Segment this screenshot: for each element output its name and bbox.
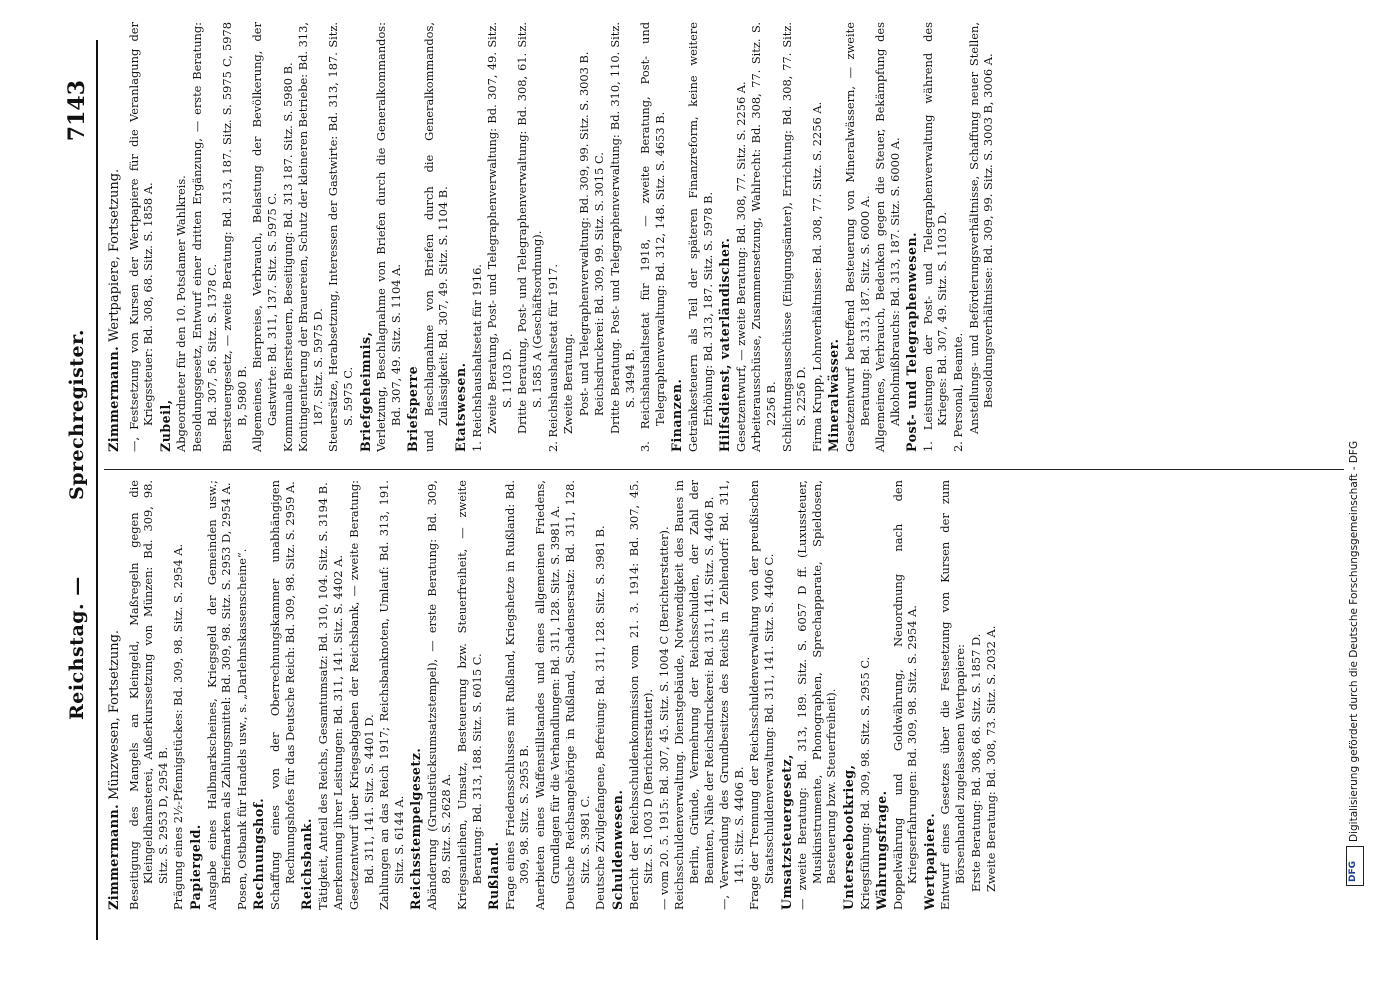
index-entry: Besoldungsgesetz, Entwurf einer dritten Ergänzung, — erste Beratung: Bd. 307, 56. Sitz. S. 1378 C.: [189, 22, 219, 452]
entry-list: [127, 22, 996, 452]
index-entry: Frage eines Friedensschlusses mit Rußland, Kriegshetze in Rußland: Bd. 309, 98. Sitz. S. 2955 B.: [502, 480, 532, 910]
entry-list: [127, 480, 999, 910]
index-topic: Hilfsdienst, vaterländischer.: [717, 237, 733, 452]
index-entry: Biersteuergesetz, — zweite Beratung: Bd. 313, 187. Sitz. S. 5975 C, 5978 B, 5980 B.: [220, 22, 249, 452]
index-entry: Kriegsführung: Bd. 309, 98. Sitz. S. 2955 C.: [857, 656, 872, 910]
index-entry: Steuersätze, Herabsetzung, Interessen der Gastwirte: Bd. 313, 187. Sitz. S. 5975 C.: [326, 22, 355, 452]
index-entry: — zweite Beratung: Bd. 313, 189. Sitz. S. 6057 D ff. (Luxussteuer, Musikinstrumente, Phonographen, Sprechapparate, Spieldosen, Besteuerung bzw. Steuerfreiheit).: [795, 480, 839, 910]
index-entry: Abgeordneter für den 10. Potsdamer Wahlkreis.: [174, 175, 189, 452]
left-column: [108, 480, 1000, 910]
index-entry: Kommunale Biersteuern, Beseitigung: Bd. 313 187. Sitz. S. 5980 B.: [280, 62, 295, 452]
index-topic: Finanzen.: [669, 378, 685, 452]
index-entry: Gesetzentwurf über Kriegsabgaben der Reichsbank, — zweite Beratung: Bd. 311, 141. Sitz. S. 4401 D.: [346, 480, 376, 910]
header-reichstag: Reichstag. —: [66, 576, 88, 720]
index-entry: 1. Reichshaushaltsetat für 1916.: [469, 263, 484, 452]
index-entry: Anstellungs- und Beförderungsverhältnisse, Schaffung neuer Stellen, Besoldungsverhältnisse: Bd. 309, 99. Sitz. S. 3003 B, 3006 A.: [966, 22, 996, 434]
index-entry: Entwurf eines Gesetzes über die Festsetzung von Kursen der zum Börsenhandel zugelassenen Wertpapiere:: [938, 480, 968, 910]
digitization-text: Digitalisierung gefördert durch die Deutsche Forschungsgemeinschaft - DFG: [1348, 440, 1360, 842]
index-entry: — vom 20. 5. 1915: Bd. 307, 45. Sitz. S. 1004 C (Berichterstatter).: [656, 526, 671, 910]
index-topic: Etatswesen.: [453, 362, 469, 452]
column-heading: [108, 22, 123, 452]
index-entry: und Beschlagnahme von Briefen durch die Generalkommandos, Zulässigkeit: Bd. 307, 49. Sitz. S. 1104 B.: [421, 22, 451, 452]
index-topic: Post- und Telegraphenwesen.: [904, 231, 920, 452]
right-column: [108, 22, 997, 452]
index-entry: Allgemeines, Bierpreise, Verbrauch, Belastung der Bevölkerung, der Gastwirte: Bd. 311, 137. Sitz. S. 5975 C.: [250, 22, 279, 452]
index-topic: Unterseebootkrieg,: [840, 764, 856, 910]
index-entry: 1. Leistungen der Post- und Telegraphenverwaltung während des Krieges: Bd. 307, 49. Sitz. S. 1103 D.: [920, 22, 950, 452]
index-entry: Abänderung (Grundstücksumsatzstempel), — erste Beratung: Bd. 309, 89. Sitz. S. 2628 A.: [424, 480, 454, 910]
index-topic: Briefgeheimnis,: [357, 331, 373, 452]
speaker-name: Zimmermann.: [107, 346, 122, 452]
digitization-note: [1348, 12, 1362, 842]
index-topic: Mineralwässer.: [826, 338, 842, 452]
speaker-name: Zimmermann.: [107, 804, 122, 910]
topic-continuation: Wertpapiere, Fortsetzung.: [107, 168, 122, 342]
index-topic: Reichsbank.: [299, 818, 315, 910]
column-heading: [108, 480, 123, 910]
column-divider: [104, 469, 1344, 470]
index-entry: Kontingentierung der Brauereien, Schutz der kleineren Betriebe: Bd. 313, 187. Sitz. S. 5975 D.: [296, 22, 325, 452]
page-header: [62, 40, 98, 940]
header-sprechregister: Sprechregister.: [66, 328, 88, 500]
index-entry: Zweite Beratung: Bd. 308, 73. Sitz. S. 2032 A.: [984, 625, 999, 892]
index-topic: Wertpapiere.: [921, 812, 937, 910]
index-entry: Anerbieten eines Waffenstillstandes und eines allgemeinen Friedens, Grundlagen für die Verhandlungen: Bd. 311, 128. Sitz. S. 3981 A.: [533, 480, 562, 910]
index-entry: Deutsche Reichsangehörige in Rußland, Schadensersatz: Bd. 311, 128. Sitz. S. 3981 C.: [563, 480, 592, 910]
index-entry: Gesetzentwurf, — zweite Beratung: Bd. 308, 77. Sitz. S. 2256 A.: [733, 81, 748, 452]
index-entry: Anerkennung ihrer Leistungen: Bd. 311, 141. Sitz. S. 4402 A.: [331, 555, 346, 910]
index-entry: Post- und Telegraphenverwaltung: Bd. 309, 99. Sitz. S. 3003 B.: [576, 51, 591, 416]
index-topic: Rechnungshof.: [251, 797, 267, 910]
index-entry: Deutsche Zivilgefangene, Befreiung: Bd. 311, 128. Sitz. S. 3981 B.: [593, 525, 608, 910]
index-entry: Zweite Beratung.: [561, 333, 576, 434]
index-entry: Firma Krupp, Lohnverhältnisse: Bd. 308, 77. Sitz. S. 2256 A.: [809, 101, 824, 452]
index-topic: Rußland.: [486, 841, 502, 910]
index-entry: Verletzung, Beschlagnahme von Briefen durch die Generalkommandos: Bd. 307, 49. Sitz. S. 1104 A.: [374, 22, 403, 452]
index-entry: Bericht der Reichsschuldenkommission vom 21. 3. 1914: Bd. 307, 45. Sitz. S. 1003 D (Berichterstatter).: [626, 480, 656, 910]
index-topic: Schuldenwesen.: [610, 789, 625, 910]
index-entry: Prägung eines 2½-Pfennigstückes: Bd. 309, 98. Sitz. S. 2954 A.: [171, 543, 186, 910]
page-number: 7143: [64, 80, 90, 142]
index-entry: Tätigkeit, Anteil des Reichs, Gesamtumsatz: Bd. 310, 104. Sitz. S. 3194 B.: [315, 482, 330, 910]
index-topic: Währungsfrage.: [874, 790, 890, 910]
index-entry: —, Festsetzung von Kursen der Wertpapiere für die Veranlagung der Kriegssteuer: Bd. 308, 68. Sitz. S. 1858 A.: [126, 22, 156, 452]
index-entry: Reichsschuldenverwaltung. Dienstgebäude, Notwendigkeit des Baues in Berlin, Gründe, Vermehrung der Reichsschulden, der Zahl der Beamten, Nähe der Reichsdruckerei: Bd. 311, 141. Sitz. S. 4406 B.: [672, 480, 716, 910]
index-entry: Kriegsanleihen, Umsatz, Besteuerung bzw. Steuerfreiheit, — zweite Beratung: Bd. 313, 188. Sitz. S. 6015 C.: [455, 480, 484, 910]
index-topic: Reichsstempelgesetz.: [408, 747, 424, 910]
index-topic: Briefsperre: [405, 365, 421, 452]
index-entry: Allgemeines, Verbrauch, Bedenken gegen die Steuer, Bekämpfung des Alkoholmißbrauchs: Bd. 313, 187. Sitz. S. 6000 A.: [873, 22, 902, 452]
index-entry: Frage der Trennung der Reichsschuldenverwaltung von der preußischen Staatsschuldenverwaltung: Bd. 311, 141. Sitz. S. 4406 C.: [747, 480, 776, 910]
index-entry: Schlichtungsausschüsse (Einigungsämter), Errichtung: Bd. 308, 77. Sitz. S. 2256 D.: [779, 22, 809, 452]
index-entry: Erste Beratung: Bd. 308, 68. Sitz. S. 1857 D.: [968, 633, 983, 892]
index-entry: 2. Personal, Beamte.: [951, 332, 966, 452]
index-entry: Posen, Ostbank für Handels usw., s. „Darlehnskassenscheine“.: [234, 548, 249, 910]
index-entry: Gesetzentwurf betreffend Besteuerung von Mineralwässern, — zweite Beratung: Bd. 313, 187. Sitz. S. 6000 A.: [842, 22, 872, 452]
index-entry: 2. Reichshaushaltsetat für 1917.: [545, 263, 560, 452]
index-entry: Zweite Beratung, Post- und Telegraphenverwaltung: Bd. 307, 49. Sitz. S. 1103 D.: [485, 22, 514, 434]
index-entry: Arbeiterausschüsse, Zusammensetzung, Wahlrecht: Bd. 308, 77. Sitz. S. 2256 B.: [749, 22, 778, 452]
index-entry: Dritte Beratung. Post- und Telegraphenverwaltung: Bd. 310, 110. Sitz. S. 3494 B.: [608, 22, 637, 434]
dfg-logo: [1346, 846, 1364, 886]
index-entry: Ausgabe eines Halbmarkscheines, Kriegsgeld der Gemeinden usw.; Briefmarken als Zahlungsmittel: Bd. 309, 98. Sitz. S. 2953 D, 2954 A.: [204, 480, 234, 910]
index-topic: Papiergeld.: [187, 824, 203, 910]
index-entry: Dritte Beratung, Post- und Telegraphenverwaltung: Bd. 308, 61. Sitz. S. 1585 A (Geschäftsordnung).: [515, 22, 545, 434]
index-entry: Doppelwährung und Goldwährung, Neuordnung nach den Kriegserfahrungen: Bd. 309, 98. Sitz. S. 2954 A.: [890, 480, 920, 910]
index-entry: Zahlungen an das Reich 1917; Reichsbanknoten, Umlauf: Bd. 313, 191. Sitz. S. 6144 A.: [377, 480, 406, 910]
index-entry: Beseitigung des Mangels an Kleingeld, Maßregeln gegen die Kleingeldhamsterei, Außerkurssetzung von Münzen: Bd. 309, 98. Sitz. S. 2953 D, 2954 B.: [126, 480, 170, 910]
dfg-label: DFG: [1348, 860, 1358, 882]
index-entry: Schaffung eines von der Oberrechnungskammer unabhängigen Rechnungshofes für das Deutsche Reich: Bd. 309, 98. Sitz. S. 2959 A.: [267, 480, 297, 910]
index-entry: —, Verwendung des Grundbesitzes des Reichs in Zehlendorf: Bd. 311, 141. Sitz. S. 4406 B.: [717, 480, 746, 910]
index-entry: 3. Reichshaushaltsetat für 1918, — zweite Beratung, Post- und Telegraphenverwaltung: Bd. 312, 148. Sitz. S. 4653 B.: [638, 22, 667, 452]
index-topic: Umsatzsteuergesetz,: [778, 753, 794, 910]
topic-continuation: Münzwesen, Fortsetzung.: [107, 629, 122, 800]
index-entry: Reichsdruckerei: Bd. 309, 99. Sitz. S. 3015 C.: [592, 152, 607, 416]
index-entry: Getränkesteuern als Teil der späteren Finanzreform, keine weitere Erhöhung: Bd. 313, 187. Sitz. S. 5978 B.: [685, 22, 715, 452]
index-topic: Zubeil,: [157, 399, 173, 452]
